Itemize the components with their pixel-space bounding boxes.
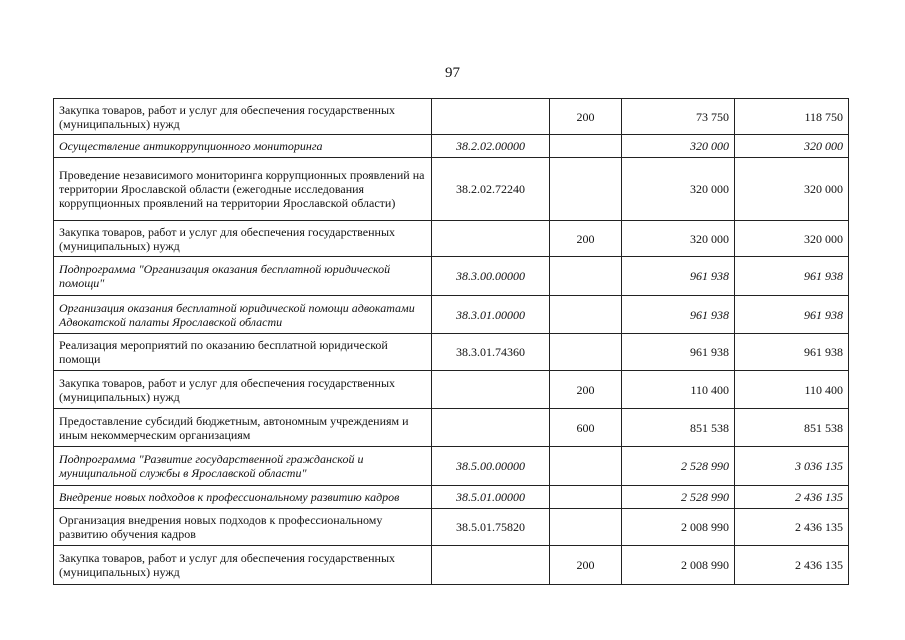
table-row [54,99,849,135]
row-name-cell: Реализация мероприятий по оказанию бесплатной юридической помощи [54,334,432,371]
row-expense-type-cell [550,158,622,221]
row-code-cell: 38.3.00.00000 [432,257,550,296]
row-code-cell [432,546,550,585]
row-amount-year1-cell: 851 538 [622,409,735,447]
row-amount-year2-cell: 110 400 [735,371,849,409]
table-row [54,135,849,158]
row-amount-year2-cell: 320 000 [735,221,849,257]
row-amount-year2-cell: 320 000 [735,158,849,221]
row-expense-type-cell [550,296,622,334]
row-name-cell: Закупка товаров, работ и услуг для обеспечения государственных (муниципальных) нужд [54,546,432,585]
row-expense-type-cell: 200 [550,546,622,585]
row-expense-type-cell: 200 [550,221,622,257]
page-number: 97 [445,65,460,81]
table-row [54,486,849,509]
table-row [54,447,849,486]
row-amount-year1-cell: 320 000 [622,221,735,257]
row-amount-year1-cell: 961 938 [622,257,735,296]
row-amount-year1-cell: 2 528 990 [622,447,735,486]
row-amount-year1-cell: 961 938 [622,296,735,334]
row-amount-year1-cell: 320 000 [622,135,735,158]
row-name-cell: Организация внедрения новых подходов к профессиональному развитию обучения кадров [54,509,432,546]
row-expense-type-cell: 200 [550,371,622,409]
row-code-cell: 38.5.01.00000 [432,486,550,509]
row-expense-type-cell [550,135,622,158]
table-row [54,221,849,257]
table-row [54,334,849,371]
table-row [54,546,849,585]
row-code-cell: 38.3.01.74360 [432,334,550,371]
row-amount-year2-cell: 961 938 [735,257,849,296]
budget-table-body [54,99,849,585]
row-name-cell: Организация оказания бесплатной юридической помощи адвокатами Адвокатской палаты Ярославской области [54,296,432,334]
row-name-cell: Подпрограмма "Организация оказания бесплатной юридической помощи" [54,257,432,296]
table-row [54,296,849,334]
row-name-cell: Закупка товаров, работ и услуг для обеспечения государственных (муниципальных) нужд [54,221,432,257]
row-expense-type-cell [550,447,622,486]
table-row [54,509,849,546]
row-amount-year2-cell: 2 436 135 [735,546,849,585]
table-row [54,409,849,447]
row-amount-year2-cell: 961 938 [735,296,849,334]
row-code-cell: 38.5.01.75820 [432,509,550,546]
row-expense-type-cell [550,509,622,546]
table-row [54,257,849,296]
row-amount-year1-cell: 961 938 [622,334,735,371]
row-name-cell: Внедрение новых подходов к профессиональному развитию кадров [54,486,432,509]
row-code-cell: 38.2.02.00000 [432,135,550,158]
row-amount-year2-cell: 961 938 [735,334,849,371]
row-amount-year1-cell: 2 528 990 [622,486,735,509]
row-amount-year1-cell: 2 008 990 [622,546,735,585]
row-amount-year1-cell: 2 008 990 [622,509,735,546]
table-row [54,371,849,409]
row-code-cell: 38.3.01.00000 [432,296,550,334]
row-name-cell: Предоставление субсидий бюджетным, автономным учреждениям и иным некоммерческим организациям [54,409,432,447]
row-code-cell [432,221,550,257]
row-expense-type-cell: 600 [550,409,622,447]
table-row [54,158,849,221]
row-code-cell [432,409,550,447]
row-expense-type-cell [550,486,622,509]
row-name-cell: Подпрограмма "Развитие государственной гражданской и муниципальной службы в Ярославской области" [54,447,432,486]
row-amount-year1-cell: 73 750 [622,99,735,135]
row-name-cell: Закупка товаров, работ и услуг для обеспечения государственных (муниципальных) нужд [54,371,432,409]
row-amount-year2-cell: 3 036 135 [735,447,849,486]
row-name-cell: Закупка товаров, работ и услуг для обеспечения государственных (муниципальных) нужд [54,99,432,135]
row-amount-year1-cell: 320 000 [622,158,735,221]
row-code-cell [432,371,550,409]
row-code-cell [432,99,550,135]
row-amount-year1-cell: 110 400 [622,371,735,409]
row-name-cell: Проведение независимого мониторинга коррупционных проявлений на территории Ярославской области (ежегодные исследования коррупционных проявлений на территории Ярославской области) [54,158,432,221]
row-expense-type-cell [550,257,622,296]
row-expense-type-cell: 200 [550,99,622,135]
row-amount-year2-cell: 118 750 [735,99,849,135]
row-code-cell: 38.2.02.72240 [432,158,550,221]
row-amount-year2-cell: 2 436 135 [735,509,849,546]
row-amount-year2-cell: 851 538 [735,409,849,447]
budget-table [53,98,849,585]
row-code-cell: 38.5.00.00000 [432,447,550,486]
row-amount-year2-cell: 320 000 [735,135,849,158]
row-name-cell: Осуществление антикоррупционного мониторинга [54,135,432,158]
row-amount-year2-cell: 2 436 135 [735,486,849,509]
row-expense-type-cell [550,334,622,371]
